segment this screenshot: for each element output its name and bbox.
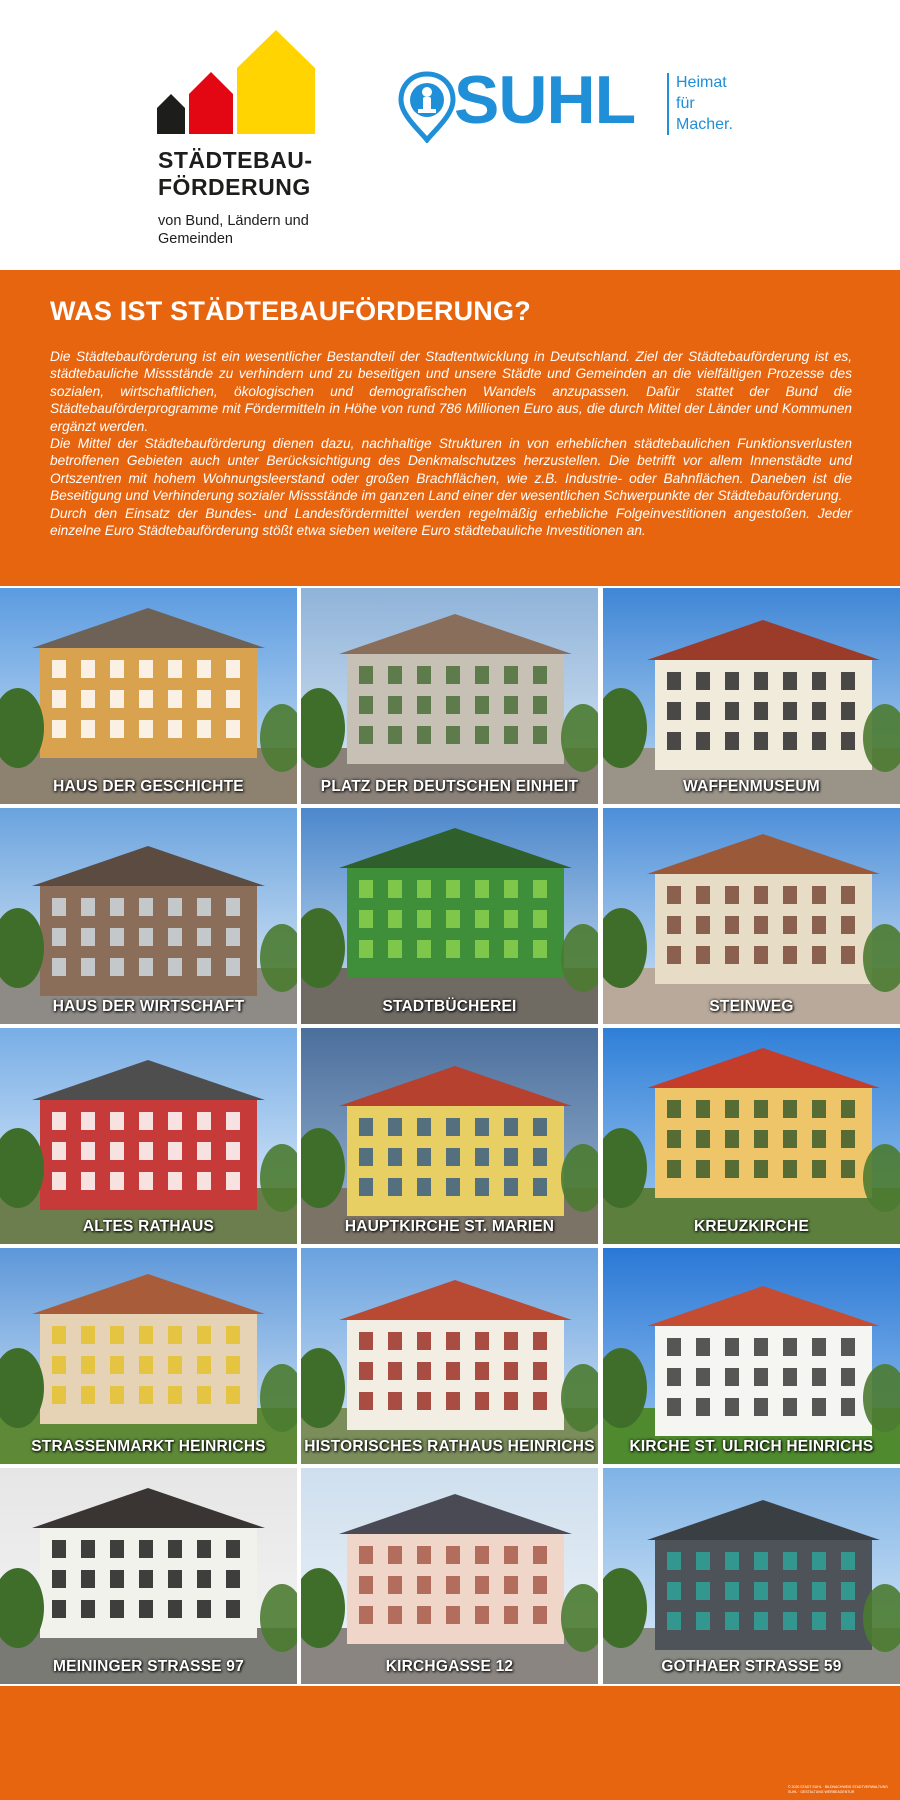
- intro-text: [50, 348, 852, 539]
- intro-paragraph: Die Städtebauförderung ist ein wesentlicher Bestandteil der Stadtentwicklung in Deutschland. Ziel der Städtebauförderung ist es, städtebauliche Missstände zu verhindern und zu beseitigen und unsere Städte und Gemeinden an die vielfältigen Prozesse des sozialen, wirtschaftlichen, ökologischen und demografischen Wandels anzupassen. Dafür stattet der Bund die Städtebauförderprogramme mit Fördermitteln in Höhe von rund 786 Millionen Euro aus, die durch Mittel der Länder und Kommunen ergänzt werden.: [50, 349, 852, 434]
- photo-tile: [0, 1028, 297, 1244]
- photo-caption: WAFFENMUSEUM: [683, 778, 820, 795]
- yellow-church-aerial-photo: [301, 1028, 598, 1244]
- photo-tile: [0, 1468, 297, 1684]
- photo-caption: STEINWEG: [709, 998, 794, 1015]
- intro-panel: [0, 270, 900, 586]
- photo-caption: MEININGER STRASSE 97: [53, 1658, 244, 1675]
- photo-tile: [603, 588, 900, 804]
- photo-tile: [0, 808, 297, 1024]
- photo-tile: [0, 588, 297, 804]
- photo-caption: HAUS DER WIRTSCHAFT: [52, 998, 245, 1015]
- intro-paragraph: Durch den Einsatz der Bundes- und Landesfördermittel werden regelmäßig erhebliche Folgeinvestitionen angestoßen. Jeder einzelne Euro Städtebauförderung stößt etwa sieben weitere Euro städtebauliche Investitionen an.: [50, 505, 852, 539]
- photo-tile: [301, 808, 598, 1024]
- photo-caption: HAUPTKIRCHE ST. MARIEN: [344, 1218, 555, 1235]
- intro-title: WAS IST STÄDTEBAUFÖRDERUNG?: [50, 296, 531, 326]
- green-glass-library-photo: [301, 808, 598, 1024]
- photo-caption: HAUS DER GESCHICHTE: [53, 778, 244, 795]
- photo-tile: [603, 1468, 900, 1684]
- photo-tile: [603, 1248, 900, 1464]
- photo-caption: KIRCHGASSE 12: [385, 1658, 514, 1675]
- photo-caption: HISTORISCHES RATHAUS HEINRICHS: [304, 1438, 595, 1455]
- suhl-wordmark: SUHL: [454, 62, 636, 138]
- header: [0, 0, 900, 270]
- photo-grid: [0, 588, 900, 1684]
- photo-caption: STADTBÜCHEREI: [382, 998, 517, 1015]
- pedestrian-street-fountain-photo: [603, 808, 900, 1024]
- staedtebau-subtitle: von Bund, Ländern und Gemeinden: [158, 213, 309, 247]
- photo-caption: KIRCHE ST. ULRICH HEINRICHS: [629, 1438, 874, 1455]
- suhl-divider: [667, 73, 669, 135]
- black-white-timber-house-photo: [0, 1468, 297, 1684]
- photo-caption: ALTES RATHAUS: [82, 1218, 215, 1235]
- photo-tile: [603, 808, 900, 1024]
- theatre-building-photo: [0, 588, 297, 804]
- photo-tile: [301, 1028, 598, 1244]
- suhl-logo: [398, 62, 758, 146]
- photo-caption: KREUZKIRCHE: [693, 1218, 809, 1235]
- staedtebaufoerderung-logo: [155, 30, 335, 250]
- suhl-tagline: Heimat für Macher.: [676, 74, 733, 133]
- photo-tile: [0, 1248, 297, 1464]
- footer-band: [0, 1686, 900, 1800]
- baroque-church-photo: [603, 1028, 900, 1244]
- image-credits: © 2020 STADT SUHL · BILDNACHWEIS STADTVERWALTUNG SUHL · GESTALTUNG WERBEAGENTUR: [788, 1785, 888, 1794]
- photo-tile: [301, 588, 598, 804]
- photo-caption: STRASSENMARKT HEINRICHS: [31, 1438, 266, 1455]
- photo-caption: PLATZ DER DEUTSCHEN EINHEIT: [320, 778, 579, 795]
- timber-frame-town-hall-photo: [301, 1248, 598, 1464]
- townhouse-photo: [301, 1468, 598, 1684]
- intro-paragraph: Die Mittel der Städtebauförderung dienen dazu, nachhaltige Strukturen in von erheblichen städtebaulichen Funktionsverlusten betroffenen Gebieten auch unter Berücksichtigung des Denkmalschutzes herzustellen. Die betrifft vor allem Innenstädte und Ortszentren mit hohem Wohnungsleerstand oder großen Brachflächen, wie z.B. Industrie- oder Bahnflächen. Daneben ist die Beseitigung und Verhinderung sozialer Missstände im ganzen Land einer der wesentlichen Schwerpunkte der Städtebauförderung.: [50, 436, 852, 504]
- white-church-photo: [603, 1248, 900, 1464]
- red-town-hall-photo: [0, 1028, 297, 1244]
- photo-caption: GOTHAER STRASSE 59: [661, 1658, 842, 1675]
- photo-tile: [603, 1028, 900, 1244]
- photo-tile: [301, 1468, 598, 1684]
- half-timbered-museum-photo: [603, 588, 900, 804]
- staedtebau-title: STÄDTEBAU- FÖRDERUNG: [158, 147, 313, 200]
- motorcycles-square-photo: [301, 588, 598, 804]
- three-houses-icon: [155, 30, 325, 140]
- street-market-photo: [0, 1248, 297, 1464]
- slate-house-photo: [603, 1468, 900, 1684]
- map-pin-figure-icon: [398, 71, 456, 143]
- photo-tile: [301, 1248, 598, 1464]
- modern-office-photo: [0, 808, 297, 1024]
